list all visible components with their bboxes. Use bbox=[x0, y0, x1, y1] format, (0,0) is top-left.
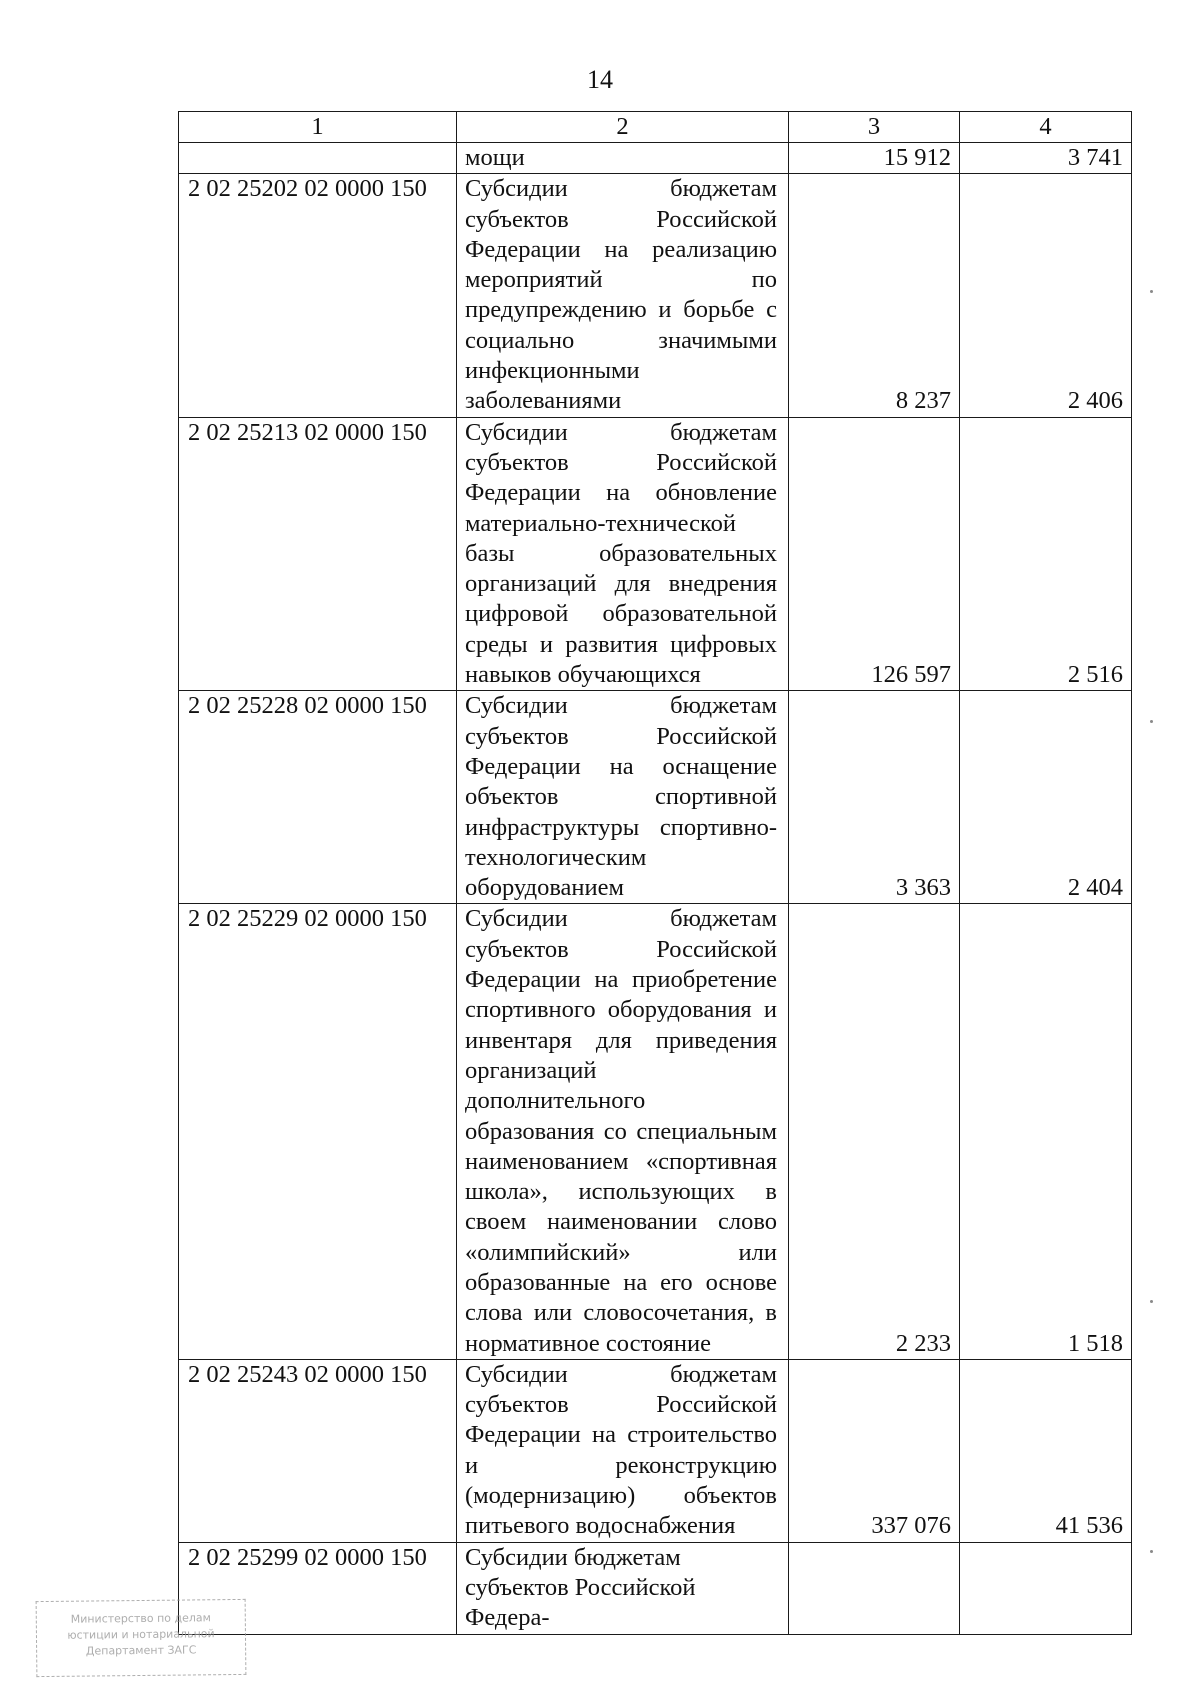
registration-stamp bbox=[36, 1599, 247, 1677]
scan-speck bbox=[1150, 1550, 1153, 1553]
row-name: Субсидии бюджетам субъектов Российской Федерации на обновление материально-технической базы образовательных организаций для внедрения цифровой образовательной среды и развития цифровых навыков обучающихся bbox=[457, 417, 789, 691]
header-cell-1: 1 bbox=[179, 112, 457, 143]
table-row-continuation bbox=[179, 143, 1132, 174]
row-code: 2 02 25299 02 0000 150 bbox=[179, 1542, 457, 1634]
row-col3-value: 126 597 bbox=[789, 417, 960, 691]
row-col3-value: 337 076 bbox=[789, 1359, 960, 1542]
row-name: Субсидии бюджетам субъектов Российской Федерации на приобретение спортивного оборудования и инвентаря для приведения организаций дополнительного образования со специальным наименованием «спортивная школа», использующих в своем наименовании слово «олимпийский» или образованные на его основе слова или словосочетания, в нормативное состояние bbox=[457, 904, 789, 1359]
row-col4-value: 2 516 bbox=[960, 417, 1132, 691]
row-col3-value bbox=[789, 1542, 960, 1634]
row-name: Субсидии бюджетам субъектов Российской Федерации на строительство и реконструкцию (модернизацию) объектов питьевого водоснабжения bbox=[457, 1359, 789, 1542]
row-col4-value bbox=[960, 1542, 1132, 1634]
scan-speck bbox=[1150, 290, 1153, 293]
row-col3-value: 2 233 bbox=[789, 904, 960, 1359]
stamp-line: Министерство по делам bbox=[70, 1611, 211, 1626]
scan-speck bbox=[1150, 1300, 1153, 1303]
row-col4-value: 2 406 bbox=[960, 174, 1132, 417]
table-row bbox=[179, 691, 1132, 904]
row-name: Субсидии бюджетам субъектов Российской Федерации на реализацию мероприятий по предупреждению и борьбе с социально значимыми инфекционными заболеваниями bbox=[457, 174, 789, 417]
row-col3-value: 8 237 bbox=[789, 174, 960, 417]
table-row bbox=[179, 904, 1132, 1359]
row-col4-value: 41 536 bbox=[960, 1359, 1132, 1542]
scan-speck bbox=[1150, 720, 1153, 723]
row-col3-value: 15 912 bbox=[789, 143, 960, 174]
row-code bbox=[179, 143, 457, 174]
row-code: 2 02 25213 02 0000 150 bbox=[179, 417, 457, 691]
table-row bbox=[179, 1359, 1132, 1542]
row-col4-value: 3 741 bbox=[960, 143, 1132, 174]
row-code: 2 02 25202 02 0000 150 bbox=[179, 174, 457, 417]
header-cell-4: 4 bbox=[960, 112, 1132, 143]
header-cell-2: 2 bbox=[457, 112, 789, 143]
table-row bbox=[179, 417, 1132, 691]
table-header-row bbox=[179, 112, 1132, 143]
row-col4-value: 2 404 bbox=[960, 691, 1132, 904]
stamp-line: юстиции и нотариальной bbox=[67, 1627, 215, 1642]
stamp-line: Департамент ЗАГС bbox=[85, 1643, 197, 1658]
row-name: Субсидии бюджетам субъектов Российской Федера- bbox=[457, 1542, 789, 1634]
row-col3-value: 3 363 bbox=[789, 691, 960, 904]
table-row bbox=[179, 1542, 1132, 1634]
budget-table bbox=[178, 111, 1132, 1635]
row-code: 2 02 25228 02 0000 150 bbox=[179, 691, 457, 904]
table-row bbox=[179, 174, 1132, 417]
row-name: Субсидии бюджетам субъектов Российской Федерации на оснащение объектов спортивной инфраструктуры спортивно-технологическим оборудованием bbox=[457, 691, 789, 904]
header-cell-3: 3 bbox=[789, 112, 960, 143]
page-number: 14 bbox=[587, 65, 613, 94]
row-name: мощи bbox=[457, 143, 789, 174]
row-code: 2 02 25243 02 0000 150 bbox=[179, 1359, 457, 1542]
row-col4-value: 1 518 bbox=[960, 904, 1132, 1359]
row-code: 2 02 25229 02 0000 150 bbox=[179, 904, 457, 1359]
